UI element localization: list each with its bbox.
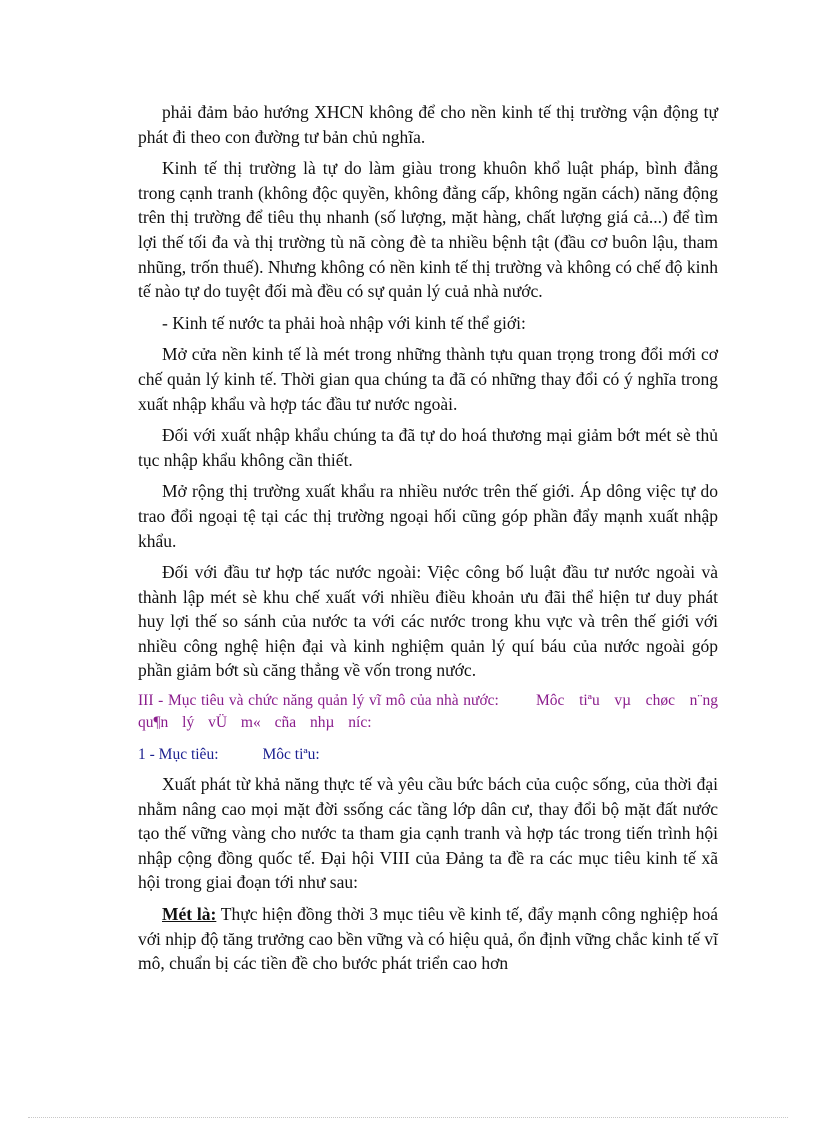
first-goal-text: Thực hiện đồng thời 3 mục tiêu về kinh tế, đẩy mạnh công nghiệp hoá với nhịp độ tăng trưởng cao bền vững và có hiệu quả, ổn định vững chắc kinh tế vĩ mô, chuẩn bị các tiền đề cho bước phát triển cao hơn	[138, 904, 718, 974]
subsection-heading-1-legacy-text: Môc tiªu:	[262, 746, 320, 764]
page-bottom-divider	[28, 1117, 788, 1118]
paragraph-market-economy: Kinh tế thị trường là tự do làm giàu trong khuôn khổ luật pháp, bình đẳng trong cạnh tranh (không độc quyền, không đẳng cấp, không ngăn cách) năng động trên thị trường để tiêu thụ nhanh (số lượng, mặt hàng, chất lượng giá cả...) để tìm lợi thế tối đa và thị trường tù nã còng đè ta nhiều bệnh tật (đầu cơ buôn lậu, tham nhũng, trốn thuế). Nhưng không có nền kinh tế thị trường và không có chế độ kinh tế nào tự do tuyệt đối mà đều có sự quản lý cuả nhà nước.	[138, 158, 718, 302]
paragraph-open-economy: Mở cửa nền kinh tế là mét trong những thành tựu quan trọng trong đổi mới cơ chế quản lý kinh tế. Thời gian qua chúng ta đã có những thay đổi có ý nghĩa trong xuất nhập khẩu và hợp tác đầu tư nước ngoài.	[138, 344, 718, 414]
document-page	[138, 100, 718, 983]
paragraph-goals-intro: Xuất phát từ khả năng thực tế và yêu cầu bức bách của cuộc sống, của thời đại nhằm nâng cao mọi mặt đời ssống các tầng lớp dân cư, thay đổi bộ mặt đất nước tạo thế vững vàng cho nước ta tham gia cạnh tranh và hợp tác trong tiến trình hội nhập cộng đồng quốc tế. Đại hội VIII của Đảng ta đề ra các mục tiêu kinh tế xã hội trong giai đoạn tới như sau:	[138, 774, 718, 893]
first-goal-lead: Mét là:	[162, 904, 217, 925]
paragraph-import-export: Đối với xuất nhập khẩu chúng ta đã tự do hoá thương mại giảm bớt mét sè thủ tục nhập khẩu không cần thiết.	[138, 425, 718, 470]
paragraph-export-markets: Mở rộng thị trường xuất khẩu ra nhiều nước trên thế giới. Áp dông việc tự do trao đổi ngoại tệ tại các thị trường ngoại hối cũng góp phần đẩy mạnh xuất nhập khẩu.	[138, 481, 718, 551]
paragraph-xhcn-orientation: phải đảm bảo hướng XHCN không để cho nền kinh tế thị trường vận động tự phát đi theo con đường tư bản chủ nghĩa.	[138, 102, 718, 147]
section-heading-iii-legacy-text: Môc tiªu vµ chøc n¨ng qu¶n lý vÜ m« cña nhµ níc:	[138, 692, 719, 732]
subsection-heading-1	[138, 744, 718, 766]
section-heading-iii-text: III - Mục tiêu và chức năng quản lý vĩ mô của nhà nước:	[138, 692, 499, 710]
section-heading-iii	[138, 690, 718, 734]
paragraph-integration-intro: - Kinh tế nước ta phải hoà nhập với kinh tế thể giới:	[162, 312, 526, 333]
paragraph-first-goal	[138, 902, 718, 976]
paragraph-foreign-investment: Đối với đầu tư hợp tác nước ngoài: Việc công bố luật đầu tư nước ngoài và thành lập mét sè khu chế xuất với nhiều điều khoản ưu đãi thể hiện tư duy phát huy lợi thế so sánh của nước ta với các nước trong khu vực và trên thế giới với nhiều công nghệ hiện đại và kinh nghiệm quản lý quí báu của nước ngoài góp phần giảm bớt sù căng thẳng về vốn trong nước.	[138, 562, 718, 681]
subsection-heading-1-text: 1 - Mục tiêu:	[138, 746, 219, 764]
